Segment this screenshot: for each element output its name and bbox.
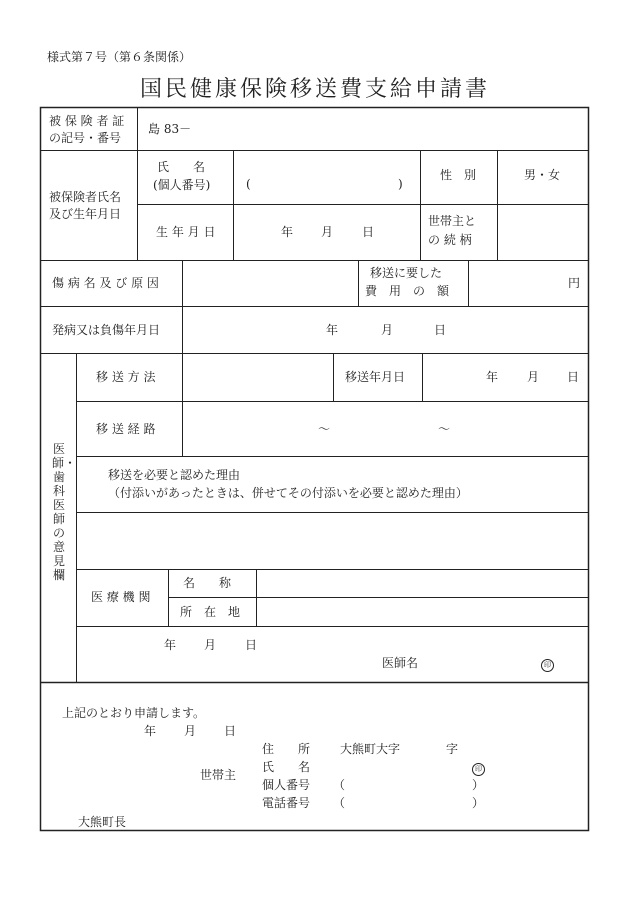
- transport-route-label: 移 送 経 路: [96, 422, 156, 436]
- dob-day: 日: [362, 225, 375, 239]
- sex-label: 性 別: [440, 168, 477, 182]
- sex-value[interactable]: 男・女: [524, 168, 561, 182]
- injury-label: 傷 病 名 及 び 原 因: [52, 276, 159, 290]
- phone-label: 電話番号: [262, 796, 311, 810]
- reason-note: （付添いがあったときは、併せてその付添いを必要と認めた理由）: [108, 486, 468, 500]
- cost-label-1: 移送に要した: [370, 266, 443, 280]
- dob-label: 生 年 月 日: [156, 225, 216, 239]
- name-dob-label-1: 被保険者氏名: [49, 190, 122, 204]
- personal-number-open: (: [246, 177, 251, 191]
- cost-yen: 円: [568, 276, 581, 290]
- address-aza: 字: [446, 742, 459, 756]
- personal-number-label: (個人番号): [153, 178, 211, 192]
- application-statement: 上記のとおり申請します。: [62, 706, 206, 720]
- doctor-section-label: 医師・歯科医師の意見欄: [52, 442, 77, 582]
- route-tilde-2: ～: [438, 422, 451, 436]
- doctor-name-label: 医師名: [382, 656, 419, 670]
- institution-label: 医 療 機 関: [91, 590, 151, 604]
- doctor-seal-icon: 印: [541, 656, 554, 672]
- transport-date-day: 日: [567, 370, 580, 384]
- name-dob-label-2: 及び生年月日: [49, 207, 122, 221]
- transport-date-year: 年: [486, 370, 499, 384]
- onset-year: 年: [326, 323, 339, 337]
- addressee: 大熊町長: [78, 815, 127, 829]
- applicant-personal-number-label: 個人番号: [262, 778, 311, 792]
- applicant-seal-icon: 印: [472, 760, 485, 776]
- relation-label-1: 世帯主と: [428, 214, 477, 228]
- onset-month: 月: [381, 323, 394, 337]
- reason-label: 移送を必要と認めた理由: [108, 468, 241, 482]
- form-number: 様式第７号（第６条関係）: [47, 50, 192, 64]
- dob-month: 月: [321, 225, 334, 239]
- personal-number-close: ）: [472, 778, 485, 792]
- dob-year: 年: [281, 225, 294, 239]
- phone-close: ）: [472, 796, 485, 810]
- address-label: 住 所: [262, 742, 311, 756]
- transport-method-label: 移 送 方 法: [96, 370, 156, 384]
- name-label: 氏 名: [157, 160, 206, 174]
- application-day: 日: [224, 724, 237, 738]
- page-title: 国民健康保険移送費支給申請書: [139, 77, 490, 102]
- household-head-label: 世帯主: [200, 768, 237, 782]
- institution-address-label: 所 在 地: [180, 605, 241, 619]
- onset-label: 発病又は負傷年月日: [52, 323, 161, 337]
- personal-number-open: （: [333, 778, 346, 792]
- address-value[interactable]: 大熊町大字: [340, 742, 401, 756]
- applicant-name-label: 氏 名: [262, 760, 311, 774]
- application-year: 年: [144, 724, 157, 738]
- doctor-sign-day: 日: [245, 638, 258, 652]
- doctor-sign-year: 年: [164, 638, 177, 652]
- onset-day: 日: [434, 323, 447, 337]
- phone-open: （: [333, 796, 346, 810]
- personal-number-close: ): [398, 177, 403, 191]
- relation-label-2: の 続 柄: [428, 233, 472, 247]
- transport-date-month: 月: [527, 370, 540, 384]
- application-month: 月: [184, 724, 197, 738]
- card-label-2: の記号・番号: [49, 131, 122, 145]
- doctor-sign-month: 月: [204, 638, 217, 652]
- institution-name-label: 名 称: [183, 576, 232, 590]
- transport-date-label: 移送年月日: [345, 370, 406, 384]
- route-tilde-1: ～: [318, 422, 331, 436]
- card-value[interactable]: 島 83－: [148, 122, 192, 136]
- card-label-1: 被 保 険 者 証: [49, 114, 125, 128]
- cost-label-2: 費 用 の 額: [365, 284, 450, 298]
